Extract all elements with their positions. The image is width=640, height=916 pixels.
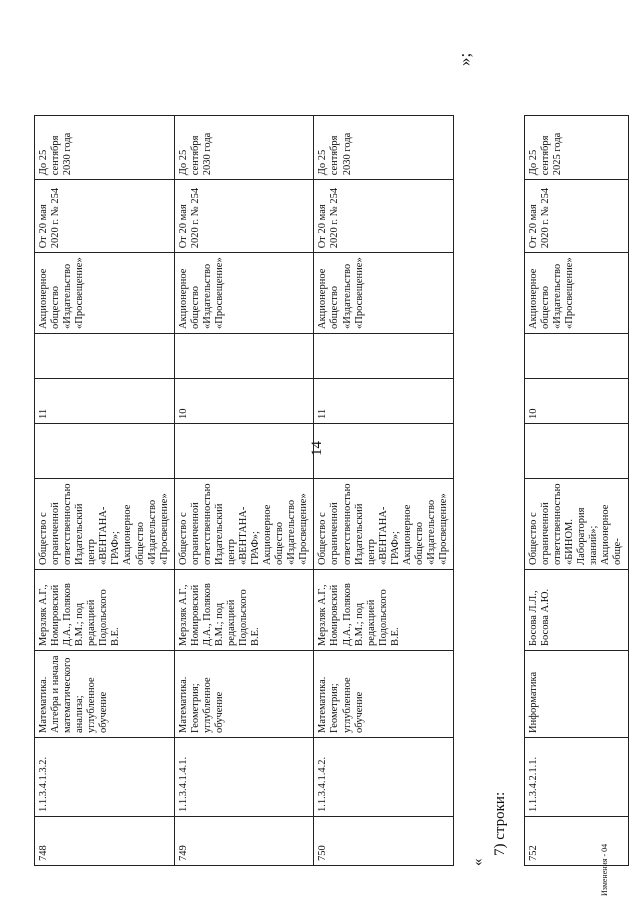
cell-no: 752 bbox=[525, 817, 629, 866]
cell-code: 1.1.3.4.1.4.2. bbox=[314, 738, 454, 817]
cell-order: От 20 мая 2020 г. № 254 bbox=[314, 180, 454, 253]
cell-grade: 11 bbox=[35, 379, 175, 424]
cell-org: Акционерное общество «Издательство «Просвещение» bbox=[314, 253, 454, 334]
cell-authors: Мерзляк А.Г., Номировский Д.А., Поляков В.М.; под редакцией Подольского В.Е. bbox=[35, 570, 175, 651]
cell-deadline: До 25 сентября 2030 года bbox=[314, 116, 454, 180]
cell-empty bbox=[314, 334, 454, 379]
cell-publisher: Общество с ограниченной ответственностью Издательский центр «ВЕНТАНА-ГРАФ»; Акционерное общество «Издательство «Просвещение» bbox=[35, 479, 175, 570]
cell-empty bbox=[35, 334, 175, 379]
cell-empty bbox=[174, 334, 314, 379]
cell-title: Математика. Геометрия; углубленное обучение bbox=[174, 651, 314, 738]
table-row bbox=[174, 116, 314, 866]
cell-no: 748 bbox=[35, 817, 175, 866]
cell-empty bbox=[525, 334, 629, 379]
cell-grade: 11 bbox=[314, 379, 454, 424]
cell-title: Информатика bbox=[525, 651, 629, 738]
cell-deadline: До 25 сентября 2025 года bbox=[525, 116, 629, 180]
cell-empty bbox=[314, 424, 454, 479]
cell-authors: Мерзляк А.Г., Номировский Д.А., Поляков В.М.; под редакцией Подольского В.Е. bbox=[314, 570, 454, 651]
cell-empty bbox=[525, 424, 629, 479]
cell-deadline: До 25 сентября 2030 года bbox=[174, 116, 314, 180]
open-quote: « bbox=[470, 858, 486, 866]
cell-order: От 20 мая 2020 г. № 254 bbox=[174, 180, 314, 253]
cell-authors: Босова Л.Л., Босова А.Ю. bbox=[525, 570, 629, 651]
cell-org: Акционерное общество «Издательство «Просвещение» bbox=[35, 253, 175, 334]
cell-order: От 20 мая 2020 г. № 254 bbox=[35, 180, 175, 253]
section-label: 7) строки: bbox=[492, 791, 508, 856]
table-row bbox=[525, 116, 629, 866]
cell-empty bbox=[35, 424, 175, 479]
cell-code: 1.1.3.4.1.4.1. bbox=[174, 738, 314, 817]
footer-note: Изменения - 04 bbox=[600, 843, 609, 896]
cell-order: От 20 мая 2020 г. № 254 bbox=[525, 180, 629, 253]
cell-no: 749 bbox=[174, 817, 314, 866]
table-row bbox=[314, 116, 454, 866]
cell-publisher: Общество с ограниченной ответственностью Издательский центр «ВЕНТАНА-ГРАФ»; Акционерное общество «Издательство «Просвещение» bbox=[314, 479, 454, 570]
cell-org: Акционерное общество «Издательство «Просвещение» bbox=[174, 253, 314, 334]
cell-org: Акционерное общество «Издательство «Просвещение» bbox=[525, 253, 629, 334]
cell-deadline: До 25 сентября 2030 года bbox=[35, 116, 175, 180]
cell-code: 1.1.3.4.1.3.2. bbox=[35, 738, 175, 817]
cell-code: 1.1.3.4.2.1.1. bbox=[525, 738, 629, 817]
textbook-table bbox=[34, 115, 454, 866]
cell-title: Математика. Геометрия; углубленное обучение bbox=[314, 651, 454, 738]
close-quote: »; bbox=[455, 52, 474, 66]
page-number: 14 bbox=[309, 441, 325, 456]
cell-empty bbox=[174, 424, 314, 479]
textbook-table-2 bbox=[524, 115, 629, 866]
cell-publisher: Общество с ограниченной ответственностью «БИНОМ. Лаборатория знаний»; Акционерное обще- bbox=[525, 479, 629, 570]
cell-no: 750 bbox=[314, 817, 454, 866]
cell-authors: Мерзляк А.Г., Номировский Д.А., Поляков В.М.; под редакцией Подольского В.Е. bbox=[174, 570, 314, 651]
cell-grade: 10 bbox=[525, 379, 629, 424]
table-row bbox=[35, 116, 175, 866]
cell-publisher: Общество с ограниченной ответственностью Издательский центр «ВЕНТАНА-ГРАФ»; Акционерное общество «Издательство «Просвещение» bbox=[174, 479, 314, 570]
cell-title: Математика. Алгебра и начала математического анализа; углубленное обучение bbox=[35, 651, 175, 738]
cell-grade: 10 bbox=[174, 379, 314, 424]
